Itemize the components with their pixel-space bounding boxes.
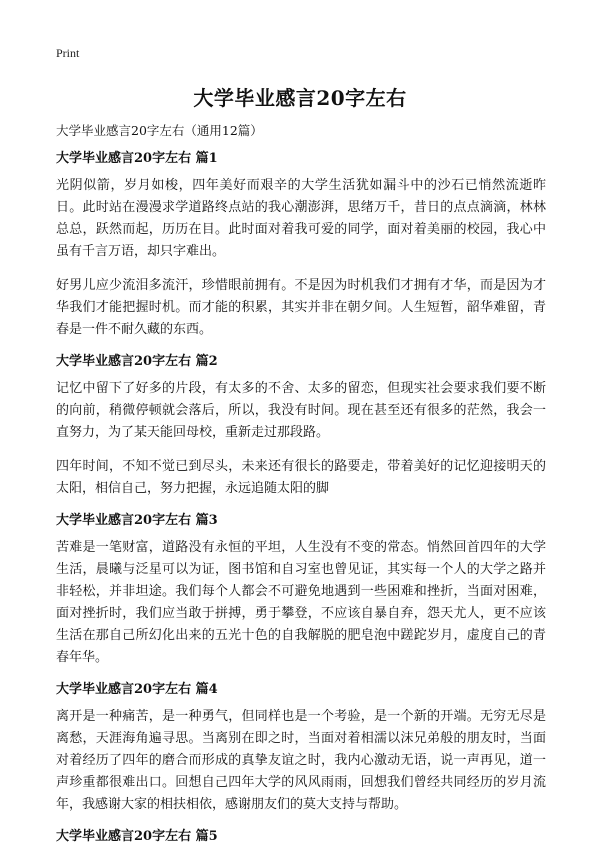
document-subtitle: 大学毕业感言20字左右（通用12篇） xyxy=(56,123,263,138)
paragraph: 离开是一种痛苦，是一种勇气，但同样也是一个考验，是一个新的开端。无穷无尽是离愁，天涯海角遍寻思。当离别在即之时，当面对着相濡以沫兄弟般的朋友时，当面对着经历了四年的磨合而形成的真挚友谊之时，我内心激动无语，说一声再见，道一声珍重都很难出口。回想自己四年大学的风风雨雨，回想我们曾经共同经历的岁月流年，我感谢大家的相扶相依，感谢朋友们的莫大支持与帮助。 xyxy=(56,709,546,812)
section-heading: 大学毕业感言20字左右 篇4 xyxy=(56,682,218,697)
article-body xyxy=(56,150,546,853)
section-1 xyxy=(56,150,546,341)
print-link[interactable]: Print xyxy=(56,46,80,60)
paragraph: 记忆中留下了好多的片段，有太多的不舍、太多的留恋，但现实社会要求我们要不断的向前，稍微停顿就会落后，所以，我没有时间。现在甚至还有很多的茫然，我会一直努力，为了某天能回母校，重新走过那段路。 xyxy=(56,381,546,440)
section-heading: 大学毕业感言20字左右 篇5 xyxy=(56,829,218,844)
paragraph: 光阴似箭，岁月如梭，四年美好而艰辛的大学生活犹如漏斗中的沙石已悄然流逝昨日。此时站在漫漫求学道路终点站的我心潮澎湃，思绪万千，昔日的点点滴滴，林林总总，跃然而起，历历在目。此时面对着我可爱的同学，面对着美丽的校园，我心中虽有千言万语，却只字难出。 xyxy=(56,178,546,259)
section-2 xyxy=(56,353,546,500)
document-title: 大学毕业感言20字左右 xyxy=(193,86,407,110)
paragraph: 四年时间，不知不觉已到尽头，未来还有很长的路要走，带着美好的记忆迎接明天的太阳，相信自己，努力把握，永远追随太阳的脚 xyxy=(56,459,546,496)
section-3 xyxy=(56,512,546,669)
section-4 xyxy=(56,681,546,816)
section-heading: 大学毕业感言20字左右 篇2 xyxy=(56,354,218,369)
paragraph: 苦难是一笔财富，道路没有永恒的平坦，人生没有不变的常态。悄然回首四年的大学生活，晨曦与泛星可以为证，图书馆和自习室也曾见证，其实每一个人的大学之路并非轻松，并非坦途。我们每个人都会不可避免地遇到一些困难和挫折，当面对困难，面对挫折时，我们应当敢于拼搏，勇于攀登，不应该自暴自弃，怨天尤人，更不应该生活在那自己所幻化出来的五光十色的自我解脱的肥皂泡中蹉跎岁月，虚度自己的青春年华。 xyxy=(56,540,546,665)
section-heading: 大学毕业感言20字左右 篇1 xyxy=(56,151,218,166)
paragraph: 好男儿应少流泪多流汗，珍惜眼前拥有。不是因为时机我们才拥有才华，而是因为才华我们才能把握时机。而才能的积累，其实并非在朝夕间。人生短暂，韶华难留，青春是一件不耐久藏的东西。 xyxy=(56,278,546,337)
section-heading: 大学毕业感言20字左右 篇3 xyxy=(56,513,218,528)
section-5 xyxy=(56,828,546,846)
